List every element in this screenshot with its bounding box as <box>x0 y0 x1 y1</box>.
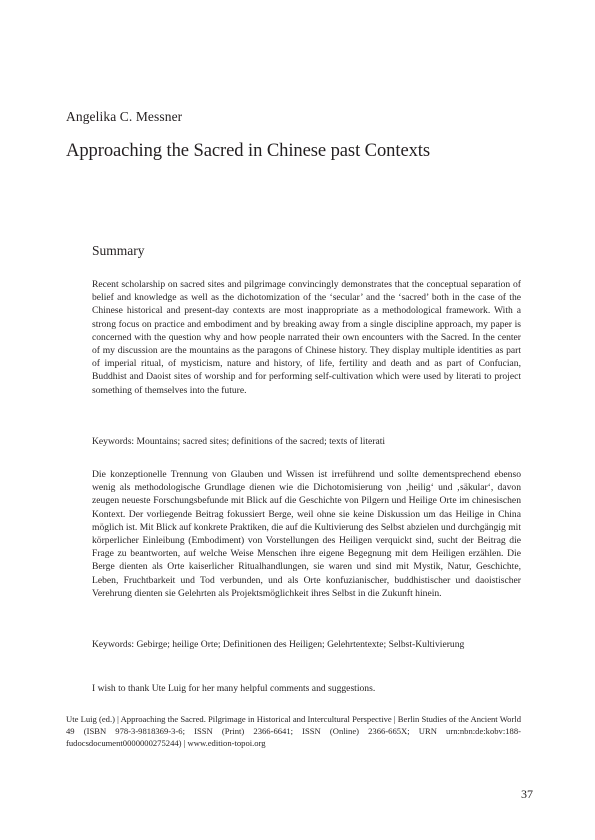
article-title: Approaching the Sacred in Chinese past Contexts <box>66 140 430 161</box>
publication-footnote: Ute Luig (ed.) | Approaching the Sacred. Pilgrimage in Historical and Intercultural Perspective | Berlin Studies of the Ancient World 49 (ISBN 978-3-9818369-3-6; ISSN (Print) 2366-6641; ISSN (Online) 2366-665X; URN urn:nbn:de:kobv:188-fudocsdocument0000000275244) | www.edition-topoi.org <box>66 714 521 748</box>
abstract-english: Recent scholarship on sacred sites and pilgrimage convincingly demonstrates that the conceptual separation of belief and knowledge as well as the dichotomization of the ‘secular’ and the ‘sacred’ both in the case of the Chinese historical and present-day contexts are most inappropriate as a methodological framework. With a strong focus on practice and embodiment and by breaking away from a single discipline approach, my paper is concerned with the question why and how people narrated their own encounters with the Sacred. In the center of my discussion are the mountains as the paragons of Chinese history. They display multiple identities as part of imperial ritual, of mysticism, nature and history, of life, fertility and death and as part of Confucian, Buddhist and Daoist sites of worship and for performing self-cultivation which were used by literati to project something of themselves into the future. <box>92 279 521 396</box>
abstract-german: Die konzeptionelle Trennung von Glauben und Wissen ist irreführend und sollte dementsprechend ebenso wenig als methodologische Grundlage dienen wie die Dichotomisierung von ‚heilig‘ und ‚säkular‘, davon zeugen neueste Forschungsbefunde mit Blick auf die Geschichte von Pilgern und Heilige Orte im chinesischen Kontext. Der vorliegende Beitrag fokussiert Berge, weil ohne sie keine Diskussion um das Heilige in China möglich ist. Mit Blick auf konkrete Praktiken, die auf die Kultivierung des Selbst abzielen und durchgängig mit körperlicher Einleibung (Embodiment) von Vorstellungen des Heiligen verquickt sind, sucht der Beitrag die Frage zu beantworten, auf welche Weise Menschen ihre eigene Begegnung mit dem Heiligen erzählen. Die Berge dienten als Orte kaiserlicher Ritualhandlungen, sie waren und sind mit Mystik, Natur, Geschichte, Leben, Fruchtbarkeit und Tod verbunden, und als Orte konfuzianischer, buddhistischer und daoistischer Verehrung dienten sie Gelehrten als Projektsmöglichkeit ihres Selbst in die Zukunft hinein. <box>92 469 521 599</box>
summary-heading: Summary <box>92 243 145 258</box>
acknowledgement: I wish to thank Ute Luig for her many helpful comments and suggestions. <box>92 683 376 694</box>
page-number: 37 <box>521 787 533 801</box>
keywords-german: Keywords: Gebirge; heilige Orte; Definitionen des Heiligen; Gelehrtentexte; Selbst-Kultivierung <box>92 639 465 650</box>
author-name: Angelika C. Messner <box>66 109 183 124</box>
keywords-english: Keywords: Mountains; sacred sites; definitions of the sacred; texts of literati <box>92 436 386 447</box>
